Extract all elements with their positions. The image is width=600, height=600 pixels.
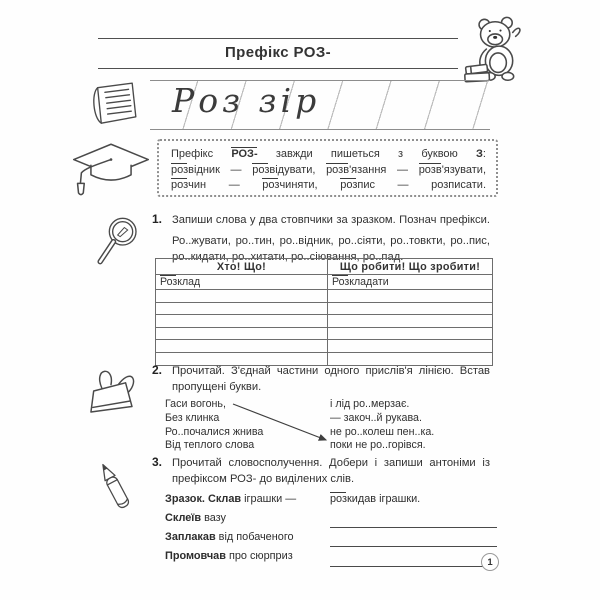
rule-line — [171, 147, 486, 163]
graduation-cap-icon — [68, 140, 154, 202]
pencil-icon — [92, 456, 144, 530]
header-rule-bottom — [98, 68, 458, 69]
table-header-who-what: Хто! Що! — [156, 259, 328, 275]
prefix-marked-text: Роз — [332, 276, 350, 288]
table-row — [156, 290, 493, 303]
table-empty-cell[interactable] — [156, 290, 328, 303]
antonym-row-keyword: Склеїв — [165, 512, 202, 524]
proverb-right-column — [330, 398, 434, 453]
proverb-part-right[interactable]: — закоч..й рукава. — [330, 411, 422, 424]
rule-line — [171, 178, 486, 194]
text-segment: 'язувати, — [441, 163, 486, 176]
exercise-2-instruction: Прочитай. З'єднай частини одного прислів'я лінією. Встав пропущені букви. — [172, 365, 490, 393]
prefix-marked-text: роз — [340, 179, 358, 191]
table-header-what-to-do: Що робити! Що зробити! — [328, 259, 493, 275]
answer-line[interactable] — [330, 566, 497, 567]
copybook-icon — [84, 76, 144, 134]
table-empty-cell[interactable] — [328, 327, 493, 340]
exercise-2 — [152, 363, 490, 395]
connection-arrow — [225, 398, 337, 450]
binder-clip-icon — [80, 360, 142, 422]
antonym-row — [165, 512, 490, 531]
prefix-marked-text: розв — [418, 163, 442, 176]
table-example-cell — [156, 275, 328, 290]
antonym-row-keyword: Заплакав — [165, 531, 216, 544]
exercise-3 — [152, 455, 490, 570]
prefix-marked-text: роз — [252, 163, 270, 176]
table-empty-cell[interactable] — [156, 315, 328, 328]
text-segment: З — [476, 148, 483, 160]
table-row — [156, 340, 493, 353]
prefix-marked-text: роз — [262, 179, 280, 191]
words-table — [155, 258, 493, 366]
proverb-part-left[interactable]: Ро..почалися жнива — [165, 425, 264, 438]
exercise-1-instruction: Запиши слова у два стовпчики за зразком. Познач префікси. — [172, 214, 490, 226]
answer-line[interactable] — [330, 527, 497, 528]
sample-row — [165, 493, 490, 512]
prefix-marked-text: Роз — [160, 276, 178, 288]
handwriting-sample: Роз зір — [172, 81, 321, 120]
antonym-row-rest: від побаченого — [215, 531, 294, 544]
bear-mascot-icon — [462, 12, 540, 90]
text-segment: Склав — [207, 493, 242, 505]
text-segment: чин — — [188, 179, 263, 191]
antonym-row — [165, 550, 490, 569]
sample-phrase — [165, 493, 296, 505]
page-title: Префікс РОЗ- — [224, 44, 332, 61]
header-rule-top — [98, 38, 458, 39]
exercise-3-instruction: Прочитай словосполучення. Добери і запиши антоніми із префіксом РОЗ- до виділених слів. — [172, 457, 490, 485]
text-segment: чиняти, — [279, 179, 341, 191]
text-segment: Зразок. — [165, 493, 208, 505]
proverb-part-left[interactable]: Від теплого слова — [165, 439, 255, 452]
text-segment: відник — — [188, 163, 253, 176]
table-example-cell — [328, 275, 493, 290]
table-row — [156, 327, 493, 340]
text-segment: іграшки — — [241, 493, 297, 505]
proverb-part-right[interactable]: не ро..колеш пен..ка. — [330, 425, 435, 438]
text-segment: кидав іграшки. — [347, 493, 421, 505]
text-segment: кладати — [349, 276, 389, 288]
rule-box — [157, 139, 498, 197]
prefix-marked-text: роз — [171, 163, 189, 176]
exercise-3-number: 3. — [152, 455, 163, 469]
proverb-part-left[interactable]: Гаси вогонь, — [165, 398, 226, 410]
text-segment: пис — розписати. — [357, 179, 487, 191]
text-segment: завжди пишеться з буквою — [257, 148, 477, 160]
antonym-row-keyword: Промовчав — [165, 550, 226, 563]
prefix-marked-text: роз — [330, 493, 347, 505]
table-empty-cell[interactable] — [328, 302, 493, 315]
text-segment: клад — [177, 276, 201, 288]
table-empty-cell[interactable] — [328, 340, 493, 353]
answer-line[interactable] — [330, 546, 497, 547]
text-segment: : — [482, 148, 486, 160]
table-row — [156, 302, 493, 315]
exercise-1-words: Ро..жувати, ро..тин, ро..відник, ро..сіяти, ро..товкти, ро..пис, ро..кидати, ро..хитати, ро..сіювання, ро..пад. — [172, 235, 490, 263]
exercise-1-number: 1. — [152, 212, 163, 226]
handwriting-practice-area[interactable] — [150, 80, 490, 130]
table-empty-cell[interactable] — [328, 315, 493, 328]
proverb-part-right[interactable]: і лід ро..мерзає. — [330, 398, 410, 410]
antonym-row-rest: вазу — [201, 512, 226, 524]
prefix-marked-text: РОЗ- — [231, 148, 258, 160]
table-empty-cell[interactable] — [156, 327, 328, 340]
text-segment: Префікс — [171, 148, 232, 160]
text-segment: відувати, — [269, 163, 327, 176]
sample-answer — [330, 493, 420, 505]
rule-line — [171, 163, 486, 179]
antonym-row — [165, 531, 490, 550]
table-row — [156, 315, 493, 328]
table-empty-cell[interactable] — [156, 340, 328, 353]
table-empty-cell[interactable] — [328, 290, 493, 303]
table-empty-cell[interactable] — [156, 302, 328, 315]
exercise-2-number: 2. — [152, 363, 163, 377]
prefix-marked-text: розв — [326, 163, 350, 176]
antonym-row-rest: про сюрприз — [225, 550, 293, 563]
magnifier-icon — [86, 210, 146, 270]
antonym-rows — [152, 512, 490, 570]
prefix-marked-text: роз — [171, 179, 189, 191]
page-number-badge: 1 — [481, 553, 499, 571]
text-segment: 'язання — — [349, 163, 419, 176]
proverb-part-right[interactable]: поки не ро..горівся. — [330, 439, 426, 452]
proverb-part-left[interactable]: Без клинка — [165, 411, 220, 424]
